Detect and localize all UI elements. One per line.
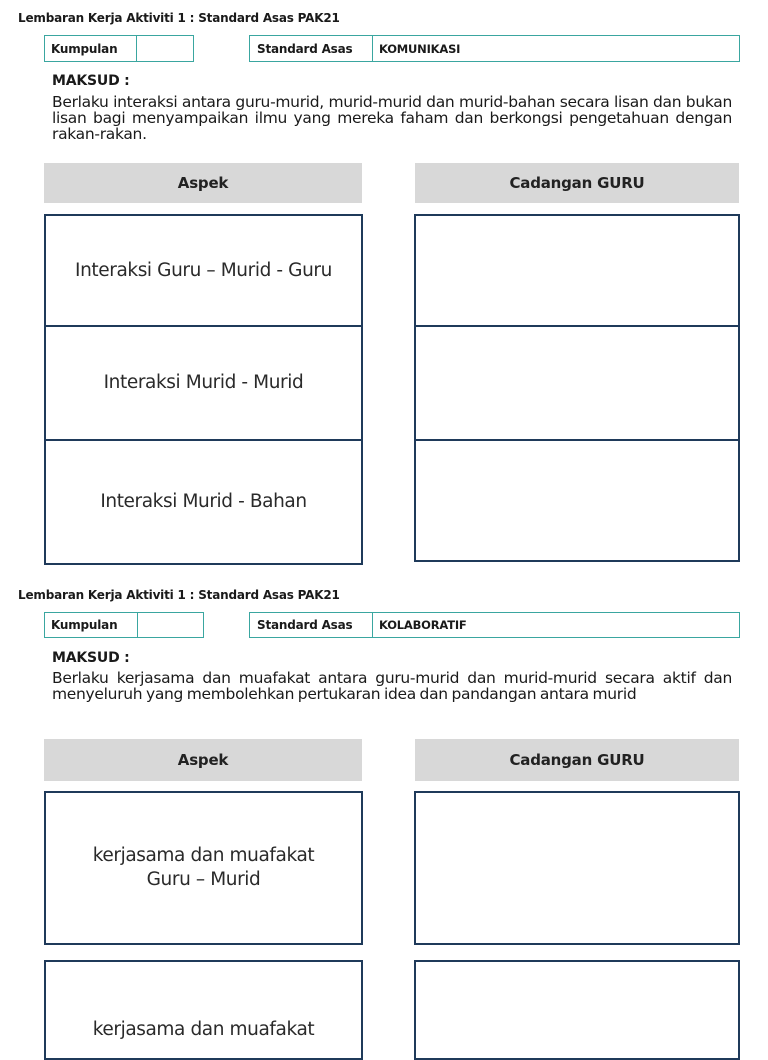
kumpulan-label: Kumpulan xyxy=(51,41,118,56)
aspek-cell: Interaksi Murid - Murid xyxy=(44,327,363,441)
aspek-cell: kerjasama dan muafakat Guru – Murid xyxy=(44,791,363,945)
aspek-cell: Interaksi Guru – Murid - Guru xyxy=(44,214,363,327)
standard-asas-field xyxy=(249,612,740,638)
maksud-text: Berlaku kerjasama dan muafakat antara guru-murid dan murid-murid secara aktif dan menyeluruh yang membolehkan pertukaran idea dan pandangan antara murid xyxy=(52,669,732,703)
kumpulan-field[interactable] xyxy=(44,612,204,638)
aspek-cell xyxy=(44,960,363,1060)
maksud-text: Berlaku interaksi antara guru-murid, murid-murid dan murid-bahan secara lisan dan bukan lisan bagi menyampaikan ilmu yang mereka faham dan berkongsi pengetahuan dengan rakan-rakan. xyxy=(52,93,732,143)
standard-asas-value: KOMUNIKASI xyxy=(379,41,461,56)
standard-asas-label: Standard Asas xyxy=(257,618,353,632)
cadangan-cell[interactable] xyxy=(414,441,740,562)
aspek-cell: Interaksi Murid - Bahan xyxy=(44,441,363,565)
cadangan-guru-header: Cadangan GURU xyxy=(415,163,739,203)
aspek-header: Aspek xyxy=(44,163,362,203)
cadangan-guru-header: Cadangan GURU xyxy=(415,739,739,781)
maksud-title: MAKSUD : xyxy=(52,73,130,89)
cadangan-cell[interactable] xyxy=(414,214,740,327)
kumpulan-label: Kumpulan xyxy=(51,618,118,632)
standard-asas-field xyxy=(249,35,740,62)
kumpulan-value[interactable] xyxy=(138,613,144,637)
standard-asas-label: Standard Asas xyxy=(257,41,353,56)
standard-asas-value: KOLABORATIF xyxy=(379,618,467,632)
maksud-title: MAKSUD : xyxy=(52,650,130,666)
aspek-header: Aspek xyxy=(44,739,362,781)
sheet-title: Lembaran Kerja Aktiviti 1 : Standard Asas PAK21 xyxy=(18,588,340,602)
cadangan-cell[interactable] xyxy=(414,791,740,945)
cadangan-cell[interactable] xyxy=(414,960,740,1060)
sheet-title: Lembaran Kerja Aktiviti 1 : Standard Asas PAK21 xyxy=(18,11,340,25)
kumpulan-field[interactable] xyxy=(44,35,194,62)
cadangan-cell[interactable] xyxy=(414,327,740,441)
aspek-cell-text: kerjasama dan muafakat xyxy=(92,1019,315,1040)
kumpulan-value[interactable] xyxy=(137,36,143,61)
